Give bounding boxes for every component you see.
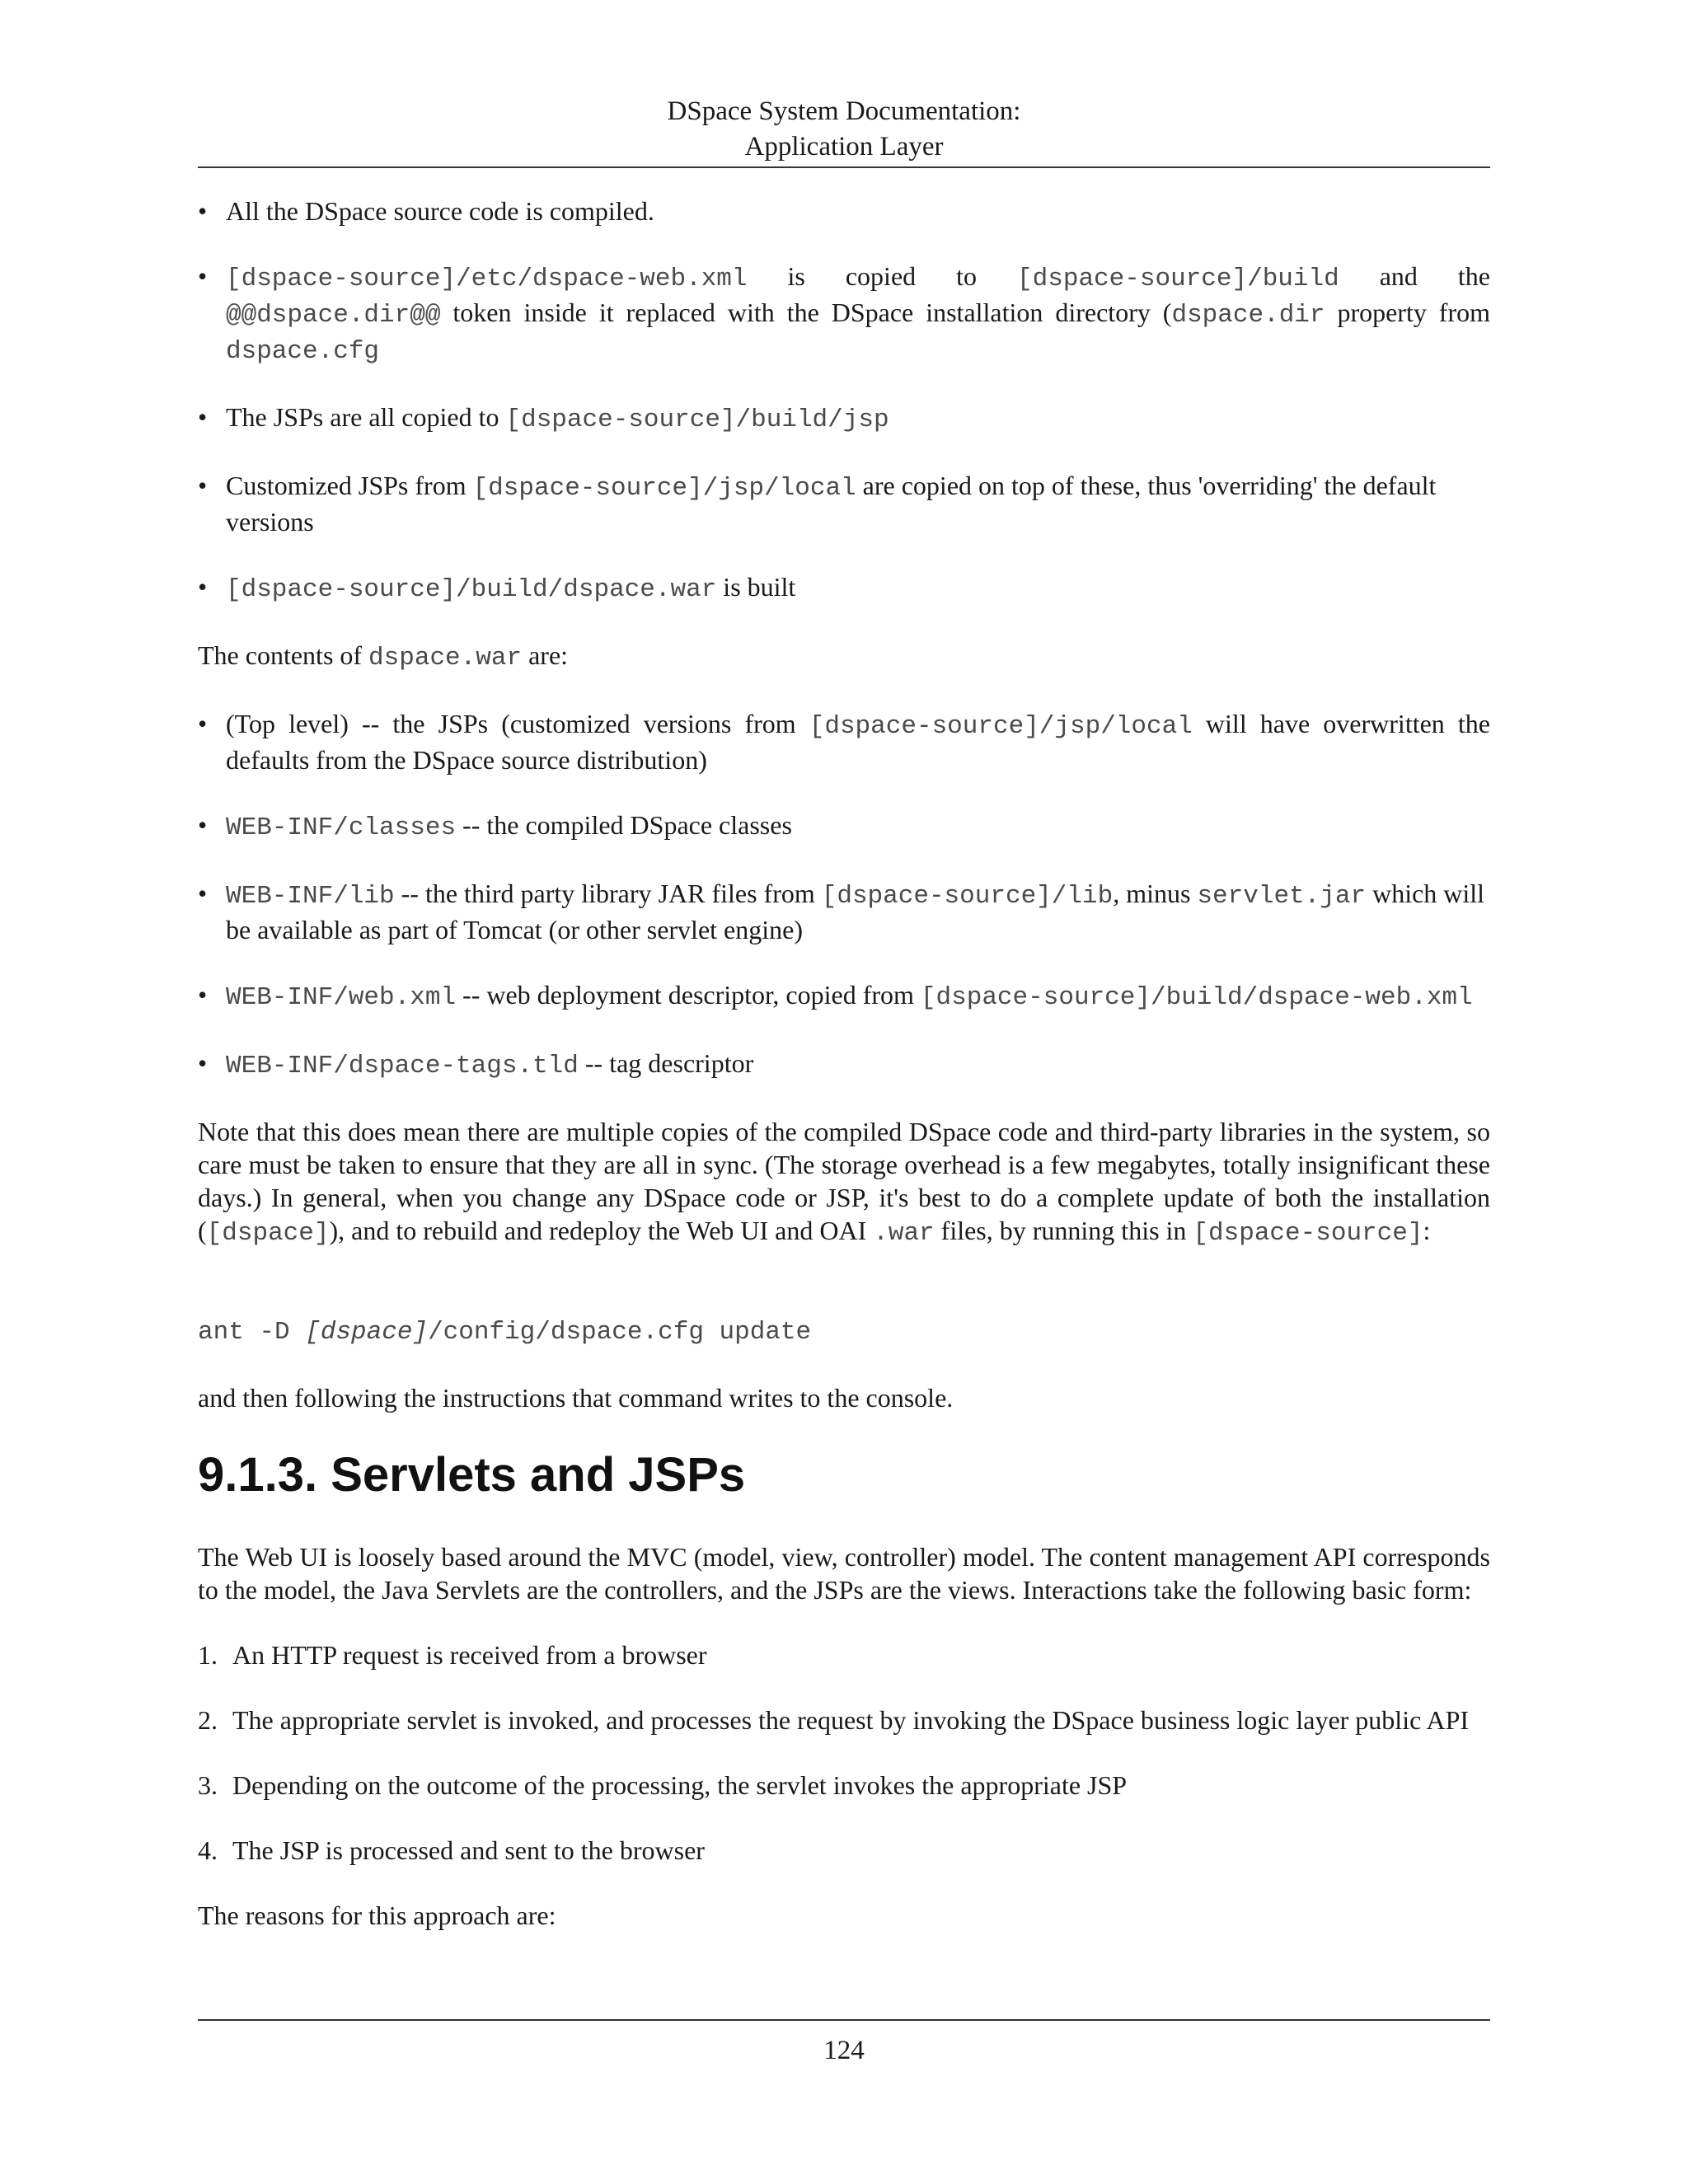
header-title-line1: DSpace System Documentation: xyxy=(667,96,1021,126)
list-item: • WEB-INF/classes -- the compiled DSpace classes xyxy=(198,808,1490,845)
list-item: • WEB-INF/dspace-tags.tld -- tag descriptor xyxy=(198,1047,1490,1083)
header-title-line2: Application Layer xyxy=(744,132,944,162)
list-item: • (Top level) -- the JSPs (customized versions from [dspace-source]/jsp/local will have overwritten the defaults from the DSpace source distribution) xyxy=(198,707,1490,776)
page-body xyxy=(198,194,1490,1964)
war-contents-list xyxy=(198,707,1490,1083)
contents-intro: The contents of dspace.war are: xyxy=(198,640,569,673)
list-item: 3. Depending on the outcome of the processing, the servlet invokes the appropriate JSP xyxy=(198,1770,1128,1800)
page-number: 124 xyxy=(823,2036,865,2065)
section-heading: 9.1.3. Servlets and JSPs xyxy=(198,1448,746,1502)
interaction-steps-list xyxy=(198,1638,1490,1867)
command-example: ant -D [dspace]/config/dspace.cfg update xyxy=(198,1318,812,1347)
list-item: 4. The JSP is processed and sent to the browser xyxy=(198,1835,705,1865)
list-item: • [dspace-source]/build/dspace.war is built xyxy=(198,570,1490,607)
list-item: 2. The appropriate servlet is invoked, and processes the request by invoking the DSpace business logic layer public API xyxy=(198,1705,1470,1735)
running-header xyxy=(198,94,1490,165)
list-item: • [dspace-source]/etc/dspace-web.xml is copied to [dspace-source]/build and the @@dspace.dir@@ token inside it replaced with the DSpace installation directory (dspace.dir property from dspace.cfg xyxy=(198,260,1490,368)
footer-rule xyxy=(198,2019,1490,2021)
list-item: • WEB-INF/lib -- the third party library JAR files from [dspace-source]/lib, minus servlet.jar which will be available as part of Tomcat (or other servlet engine) xyxy=(198,877,1490,946)
list-item: • All the DSpace source code is compiled. xyxy=(198,194,1490,227)
list-item: • Customized JSPs from [dspace-source]/jsp/local are copied on top of these, thus 'overriding' the default versions xyxy=(198,469,1490,538)
reasons-intro: The reasons for this approach are: xyxy=(198,1900,556,1930)
header-rule xyxy=(198,166,1490,168)
after-command-text: and then following the instructions that command writes to the console. xyxy=(198,1383,954,1413)
list-item: 1. An HTTP request is received from a browser xyxy=(198,1640,707,1670)
list-item: • The JSPs are all copied to [dspace-source]/build/jsp xyxy=(198,401,1490,437)
build-steps-list xyxy=(198,194,1490,607)
section-intro: The Web UI is loosely based around the MVC (model, view, controller) model. The content management API corresponds to the model, the Java Servlets are the controllers, and the JSPs are the views. Interactions take the following basic form: xyxy=(198,1542,1490,1605)
list-item: • WEB-INF/web.xml -- web deployment descriptor, copied from [dspace-source]/build/dspace-web.xml xyxy=(198,978,1490,1015)
note-paragraph: Note that this does mean there are multiple copies of the compiled DSpace code and third-party libraries in the system, so care must be taken to ensure that they are all in sync. (The storage overhead is a few megabytes, totally insignificant these days.) In general, when you change any DSpace code or JSP, it's best to do a complete update of both the installation ([dspace]), and to rebuild and redeploy the Web UI and OAI .war files, by running this in [dspace-source]: xyxy=(198,1117,1490,1248)
